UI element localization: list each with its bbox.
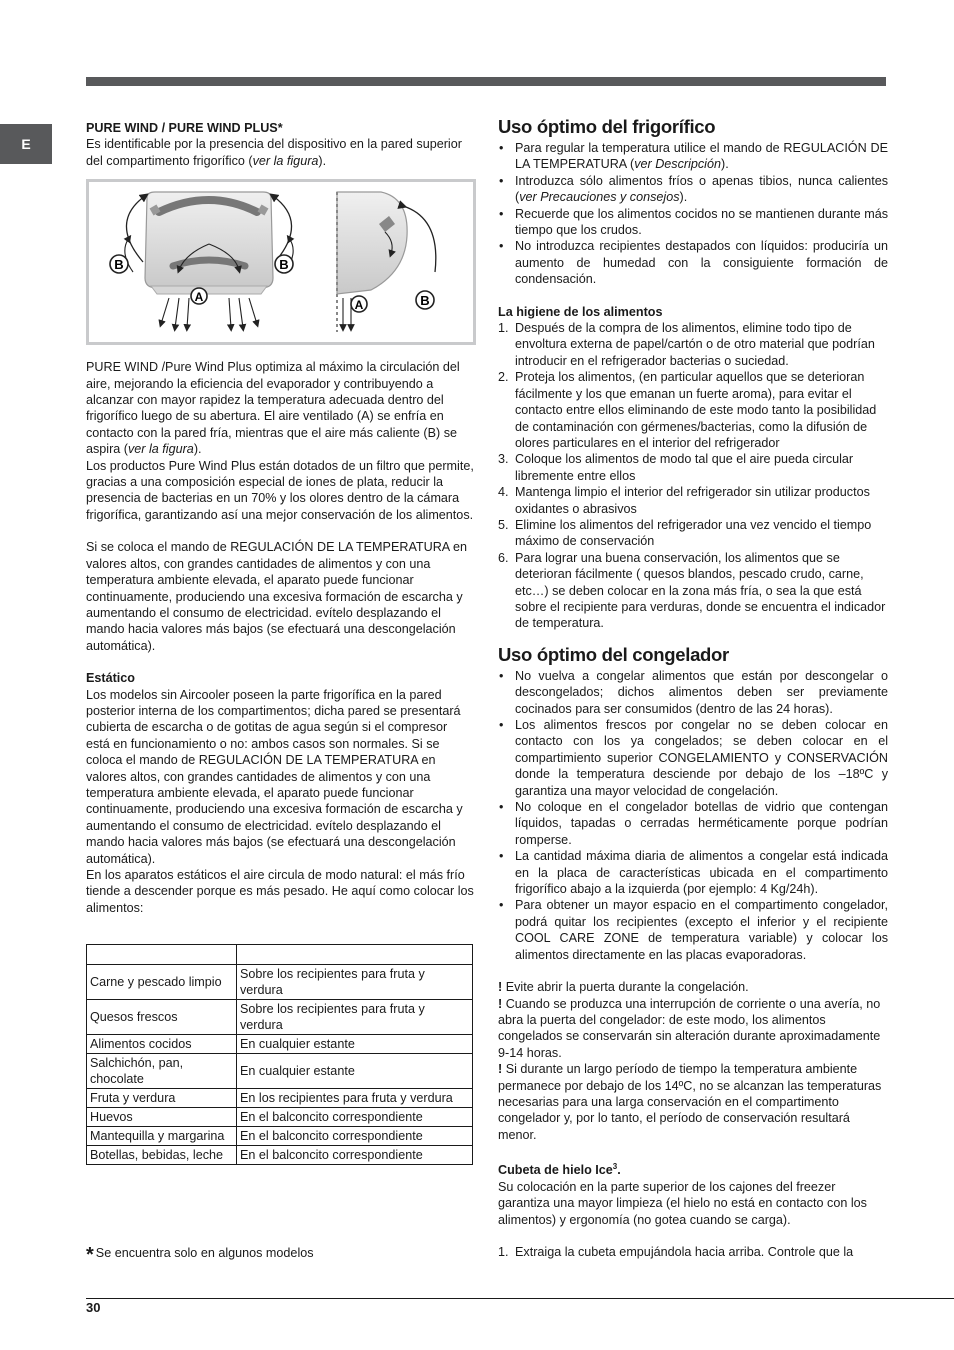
frigorifico-list [498, 140, 888, 288]
list-item: 4. Mantenga limpio el interior del refrigerador sin utilizar productos oxidantes o abrasivos [498, 485, 870, 516]
language-tab: E [0, 124, 52, 164]
list-item: • Recuerde que los alimentos cocidos no se mantienen durante más tiempo que los crudos. [498, 206, 888, 239]
label-a-side: A [354, 298, 364, 313]
warning-2: ! Cuando se produzca una interrupción de corriente o una avería, no abra la puerta del congelador: de este modo, los alimentos congelados se conservarán sin alteración durante aproximadamente 9-14 horas. [498, 996, 881, 1060]
list-item: • No vuelva a congelar alimentos que están por descongelar o descongelados; dichos alimentos deben ser previamente cocinados para ser consumidos (dentro de las 24 horas). [498, 668, 888, 717]
estatico-title: Estático [86, 671, 135, 686]
food-placement-table [86, 944, 473, 1165]
list-item: • La cantidad máxima diaria de alimentos a congelar está indicada en la placa de características ubicada en el compartimento frigorífico abajo a la izquierda (por ejemplo: 4 Kg/24h). [498, 848, 888, 897]
table-row: Salchichón, pan, chocolate En cualquier estante [87, 1054, 473, 1089]
table-row: Carne y pescado limpio Sobre los recipientes para fruta y verdura [87, 965, 473, 1000]
label-b-side: B [420, 293, 430, 309]
table-row: Fruta y verdura En los recipientes para fruta y verdura [87, 1089, 473, 1108]
congelador-heading: Uso óptimo del congelador [498, 643, 729, 665]
estatico-paragraph-1: Los modelos sin Aircooler poseen la parte frigorífica en la pared posterior interna de los compartimentos; dicha pared se presentará cubierta de escarcha o de gotitas de agua según si el compresor está en funcionamiento o no: ambos casos son normales. Si se coloca el mando de REGULACIÓN DE LA TEMPERATURA en valores altos, con grandes cantidades de alimentos y con una temperatura ambiente elevada, el aparato puede funcionar continuamente, produciendo una excesiva formación de escarcha y aumentando el consumo de electricidad. evítelo desplazando el mando hacia valores más bajos (se efectuará una descongelación automática). [86, 687, 463, 866]
list-item: • No coloque en el congelador botellas de vidrio que contengan líquidos, tapadas o cerradas herméticamente porque podrían romperse. [498, 799, 888, 848]
table-row: Botellas, bebidas, leche En el balconcito correspondiente [87, 1146, 473, 1165]
list-item: • No introduzca recipientes destapados con líquidos: produciría un aumento de humedad con la consiguiente formación de condensación. [498, 238, 888, 287]
footnote: * Se encuentra solo en algunos modelos [86, 1244, 314, 1266]
pure-wind-paragraph-1: PURE WIND /Pure Wind Plus optimiza al máximo la circulación del aire, mejorando la eficiencia del evaporador y contribuyendo a alcanzar con mayor rapidez la temperatura adecuada dentro del frigorífico luego de su abertura. El aire ventilado (A) se enfría en contacto con la pared fría, mientras que el aire más caliente (B) se aspira (ver la figura). [86, 360, 460, 457]
list-item: 1. Después de la compra de los alimentos, elimine todo tipo de envoltura externa de papel/cartón o de otro material que podrían introducir en el refrigerador bacterias o suciedad. [498, 321, 875, 368]
table-row: Mantequilla y margarina En el balconcito correspondiente [87, 1127, 473, 1146]
pure-wind-paragraph-3: Si se coloca el mando de REGULACIÓN DE LA TEMPERATURA en valores altos, con grandes cantidades de alimentos y con una temperatura ambiente elevada, el aparato puede funcionar continuamente, produciendo una excesiva formación de escarcha y aumentando el consumo de electricidad. evítelo desplazando el mando hacia valores más bajos (se efectuará una descongelación automática). [86, 540, 467, 653]
list-item: 3. Coloque los alimentos de modo tal que el aire pueda circular libremente entre ellos [498, 452, 854, 483]
label-b-left: B [114, 257, 124, 273]
header-bar [86, 77, 886, 86]
list-item: • Introduzca sólo alimentos fríos o apenas tibios, nunca calientes (ver Precauciones y consejos). [498, 173, 888, 206]
pure-wind-title: PURE WIND / PURE WIND PLUS* [86, 121, 283, 135]
table-row: Alimentos cocidos En cualquier estante [87, 1035, 473, 1054]
footer-rule [86, 1298, 954, 1299]
pure-wind-intro: Es identificable por la presencia del dispositivo en la pared superior del compartimento frigorífico (ver la figura). [86, 137, 462, 168]
congelador-list [498, 668, 888, 963]
page-number: 30 [86, 1300, 101, 1315]
higiene-title: La higiene de los alimentos [498, 304, 663, 319]
cubeta-steps [498, 1244, 888, 1260]
left-column [86, 120, 474, 1165]
pure-wind-paragraph-2: Los productos Pure Wind Plus están dotados de un filtro que permite, gracias a una composición especial de iones de plata, reducir la presencia de bacterias en un 70% y los olores dentro de la cámara frigorífica, garantizando así una mejor conservación de los alimentos. [86, 458, 474, 522]
cubeta-text: Su colocación en la parte superior de los cajones del freezer garantiza una mayor limpieza (el hielo no está en contacto con los alimentos) y ergonomía (no gotea cuando se carga). [498, 1179, 867, 1227]
right-column [498, 116, 888, 1260]
airflow-diagram [89, 182, 473, 342]
label-b-right: B [279, 257, 289, 273]
warning-1: ! Evite abrir la puerta durante la congelación. [498, 980, 749, 995]
table-row: Quesos frescos Sobre los recipientes para fruta y verdura [87, 1000, 473, 1035]
table-row: Huevos En el balconcito correspondiente [87, 1108, 473, 1127]
list-item: • Los alimentos frescos por congelar no se deben colocar en contacto con los ya congelados; se deben colocar en el compartimiento superior CONGELAMIENTO y CONSERVACIÓN donde la temperatura desciende por debajo de los –18ºC y garantiza una mayor velocidad de congelación. [498, 717, 888, 799]
higiene-list [498, 320, 888, 632]
table-header-row [87, 945, 473, 965]
pure-wind-figure [86, 179, 476, 345]
list-item: 2. Proteja los alimentos, (en particular aquellos que se deterioran fácilmente y los que emanan un fuerte aroma), para evitar el contacto entre ellos eliminando de este modo tanto la posibilidad de contaminación con gérmenes/bacterias, como la difusión de olores particulares en el interior del refrigerador [498, 370, 877, 450]
list-item: 1. Extraiga la cubeta empujándola hacia arriba. Controle que la [498, 1244, 854, 1259]
cubeta-title: Cubeta de hielo Ice$^3$. [498, 1162, 621, 1178]
list-item: • Para regular la temperatura utilice el mando de REGULACIÓN DE LA TEMPERATURA (ver Descripción). [498, 140, 888, 173]
list-item: 5. Elimine los alimentos del refrigerador una vez vencido el tiempo máximo de conservación [498, 517, 872, 549]
list-item: 6. Para lograr una buena conservación, los alimentos que se deterioran fácilmente ( quesos blandos, pescado crudo, carne, etc…) se deben colocar en la zona más fría, o sea la que está sobre el recipiente para verduras, donde se encuentra el indicador de temperatura. [498, 550, 886, 631]
estatico-paragraph-2: En los aparatos estáticos el aire circula de modo natural: el más frío tiende a descender porque es más pesado. He aquí como colocar los alimentos: [86, 868, 474, 915]
label-a-front: A [194, 290, 204, 305]
warning-3: ! Si durante un largo período de tiempo la temperatura ambiente permanece por debajo de los 14ºC, no se alcanzan las temperaturas necesarias para una larga conservación en el compartimento congelador y, por lo tanto, el período de conservación resultará menor. [498, 1062, 882, 1142]
frigorifico-heading: Uso óptimo del frigorífico [498, 116, 716, 137]
list-item: • Para obtener un mayor espacio en el compartimento congelador, podrá quitar los recipientes (excepto el inferior y el recipiente COOL CARE ZONE de temperatura variable) y colocar los alimentos directamente en las placas evaporadoras. [498, 897, 888, 963]
